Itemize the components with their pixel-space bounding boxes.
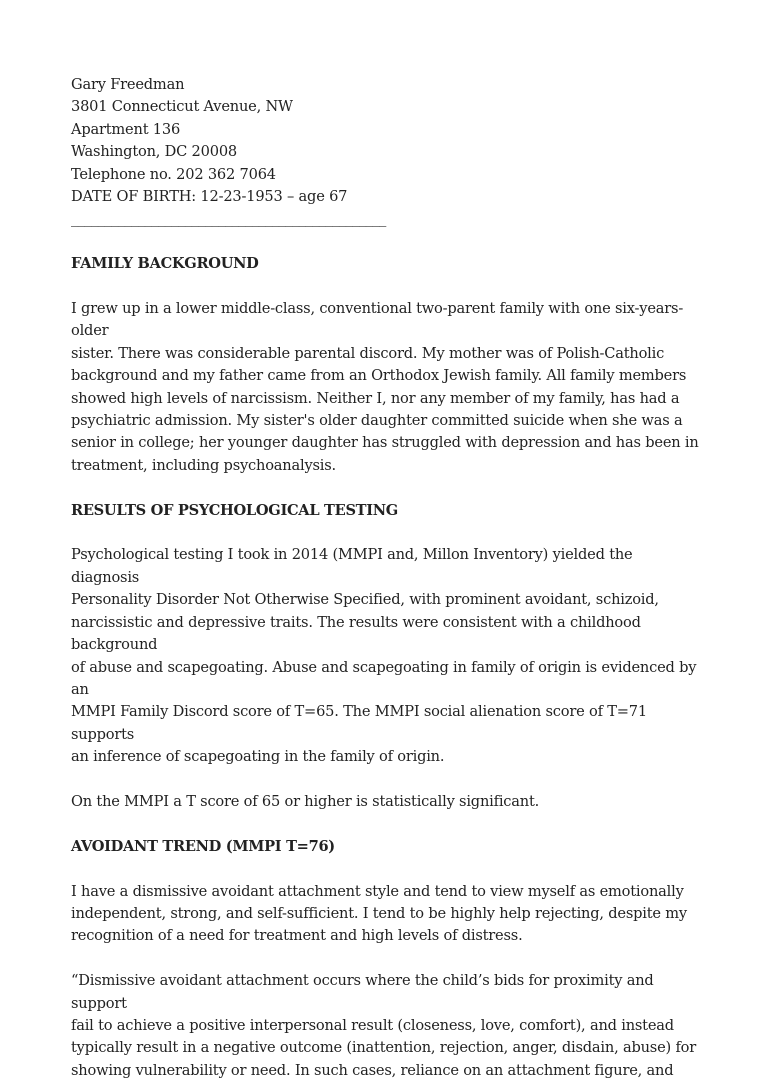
mmpi-significance-note: On the MMPI a T score of 65 or higher is statistically significant.	[71, 792, 540, 810]
city-line: Washington, DC 20008	[71, 143, 237, 161]
attachment-quote-paragraph: “Dismissive avoidant attachment occurs where the child’s bids for proximity and support fail to achieve a positive interpersonal result (closeness, love, comfort), and instead typically result in a negative outcome (inattention, rejection, anger, disdain, abuse) for showing vulnerability or need. In such cases, reliance on an attachment figure, and	[71, 972, 697, 1079]
avoidant-trend-paragraph: I have a dismissive avoidant attachment style and tend to view myself as emotionally independent, strong, and self-sufficient. I tend to be highly help rejecting, despite my recognition of a need for treatment and high levels of distress.	[71, 882, 687, 945]
family-background-paragraph: I grew up in a lower middle-class, conventional two-parent family with one six-years-older sister. There was considerable parental discord. My mother was of Polish-Catholic background and my father came from an Orthodox Jewish family. All family members showed high levels of narcissism. Neither I, nor any member of my family, has had a psychiatric admission. My sister's older daughter committed suicide when she was a senior in college; her younger daughter has struggled with depression and has been in treatment, including psychoanalysis.	[71, 300, 699, 474]
psych-testing-heading: RESULTS OF PSYCHOLOGICAL TESTING	[71, 501, 398, 519]
document-page	[71, 74, 701, 1082]
address-line-1: 3801 Connecticut Avenue, NW	[71, 98, 293, 116]
psych-testing-paragraph: Psychological testing I took in 2014 (MMPI and, Millon Inventory) yielded the diagnosis Personality Disorder Not Otherwise Specified, with prominent avoidant, schizoid, narcissistic and depressive traits. The results were consistent with a childhood background of abuse and scapegoating. Abuse and scapegoating in family of origin is evidenced by an MMPI Family Discord score of T=65. The MMPI social alienation score of T=71 supports an inference of scapegoating in the family of origin.	[71, 546, 697, 766]
address-line-2: Apartment 136	[71, 120, 181, 138]
header-divider: _______________________________________________	[71, 210, 386, 228]
avoidant-trend-heading: AVOIDANT TREND (MMPI T=76)	[71, 837, 335, 855]
date-of-birth-line: DATE OF BIRTH: 12-23-1953 – age 67	[71, 188, 348, 206]
family-background-heading: FAMILY BACKGROUND	[71, 255, 259, 273]
telephone-line: Telephone no. 202 362 7064	[71, 165, 276, 183]
author-name: Gary Freedman	[71, 76, 185, 93]
